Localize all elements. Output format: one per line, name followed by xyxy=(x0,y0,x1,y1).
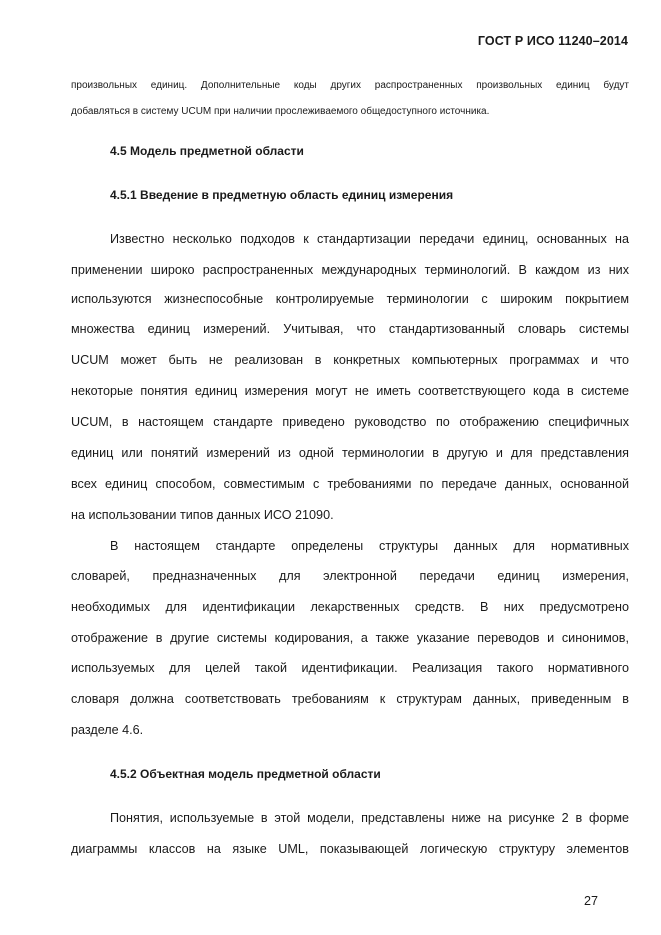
paragraph-line: словарей, предназначенных для электронной передачи единиц измерения, xyxy=(71,569,629,583)
intro-line: произвольных единиц. Дополнительные коды других распространенных произвольных единиц будут xyxy=(71,80,629,91)
paragraph-line: отображение в другие системы кодирования, а также указание переводов и синонимов, xyxy=(71,631,629,645)
paragraph-line: UCUM может быть не реализован в конкретных компьютерных программах и что xyxy=(71,353,629,367)
paragraph-line: UCUM, в настоящем стандарте приведено руководство по отображению специфичных xyxy=(71,415,629,429)
paragraph-line: множества единиц измерений. Учитывая, что стандартизованный словарь системы xyxy=(71,322,629,336)
section-heading-4-5: 4.5 Модель предметной области xyxy=(110,144,304,158)
paragraph-line: на использовании типов данных ИСО 21090. xyxy=(71,508,334,522)
paragraph-line: используемых для целей такой идентификации. Реализация такого нормативного xyxy=(71,661,629,675)
paragraph-line: некоторые понятия единиц измерения могут не иметь соответствующего кода в системе xyxy=(71,384,629,398)
paragraph-line: диаграммы классов на языке UML, показывающей логическую структуру элементов xyxy=(71,842,629,856)
intro-line: добавляться в систему UCUM при наличии прослеживаемого общедоступного источника. xyxy=(71,106,490,117)
paragraph-line: всех единиц способом, совместимым с требованиями по передаче данных, основанной xyxy=(71,477,629,491)
paragraph-line: необходимых для идентификации лекарственных средств. В них предусмотрено xyxy=(71,600,629,614)
paragraph-line: Понятия, используемые в этой модели, представлены ниже на рисунке 2 в форме xyxy=(110,811,629,825)
section-heading-4-5-1: 4.5.1 Введение в предметную область единиц измерения xyxy=(110,188,454,202)
page-number: 27 xyxy=(583,894,598,908)
document-header: ГОСТ Р ИСО 11240–2014 xyxy=(477,34,628,48)
paragraph-line: В настоящем стандарте определены структуры данных для нормативных xyxy=(110,539,629,553)
paragraph-line: разделе 4.6. xyxy=(71,723,144,737)
paragraph-line: используются жизнеспособные контролируемые терминологии с широким покрытием xyxy=(71,292,629,306)
paragraph-line: единиц или понятий измерений из одной терминологии в другую и для представления xyxy=(71,446,629,460)
paragraph-line: Известно несколько подходов к стандартизации передачи единиц, основанных на xyxy=(110,232,629,246)
paragraph-line: словаря должна соответствовать требованиям к структурам данных, приведенным в xyxy=(71,692,629,706)
section-heading-4-5-2: 4.5.2 Объектная модель предметной области xyxy=(110,767,381,781)
paragraph-line: применении широко распространенных международных терминологий. В каждом из них xyxy=(71,263,629,277)
